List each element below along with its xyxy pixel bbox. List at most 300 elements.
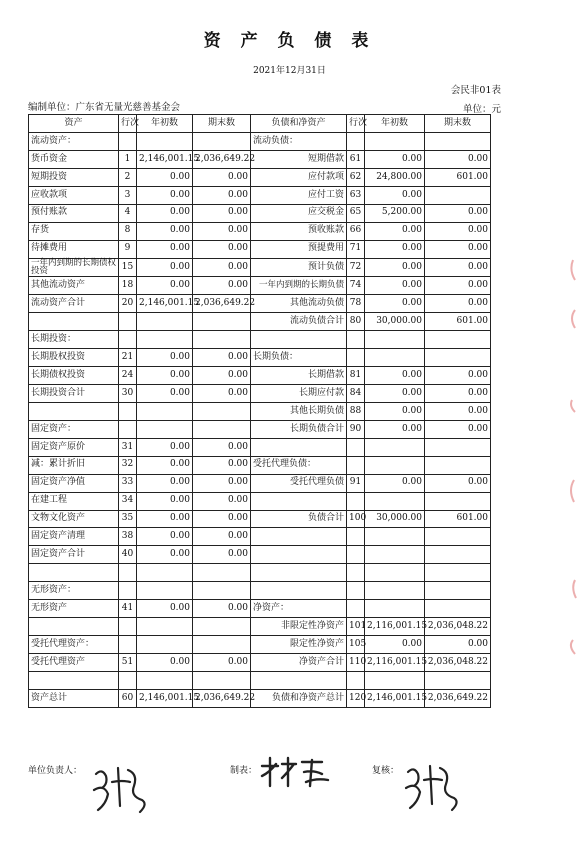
ending-balance-cell: 2,036,649.22 bbox=[193, 150, 251, 168]
ending-balance-cell bbox=[193, 582, 251, 600]
beginning-balance-cell: 0.00 bbox=[137, 258, 193, 277]
line-number-cell: 8 bbox=[119, 222, 137, 240]
table-body bbox=[29, 115, 491, 708]
beginning-balance-cell bbox=[365, 671, 425, 689]
ending-balance-cell: 0.00 bbox=[425, 204, 491, 222]
ending-balance-cell: 0.00 bbox=[193, 186, 251, 204]
item-label-cell: 长期股权投资 bbox=[29, 349, 119, 367]
item-label-cell: 待摊费用 bbox=[29, 240, 119, 258]
beginning-balance-cell: 30,000.00 bbox=[365, 510, 425, 528]
item-label-cell bbox=[29, 618, 119, 636]
item-label-cell: 一年内到期的长期债权投资 bbox=[29, 258, 119, 277]
ending-balance-cell bbox=[193, 636, 251, 654]
ending-balance-cell bbox=[425, 186, 491, 204]
table-row bbox=[29, 474, 491, 492]
table-row bbox=[29, 204, 491, 222]
beginning-balance-cell: 0.00 bbox=[137, 240, 193, 258]
item-label-cell: 短期借款 bbox=[251, 150, 347, 168]
line-number-cell: 60 bbox=[119, 689, 137, 707]
item-label-cell: 受托代理负债： bbox=[251, 456, 347, 474]
item-label-cell: 一年内到期的长期负债 bbox=[251, 277, 347, 295]
beginning-balance-cell: 0.00 bbox=[365, 277, 425, 295]
item-label-cell: 流动负债合计 bbox=[251, 313, 347, 331]
form-number: 会民非01表 bbox=[450, 85, 501, 96]
table-row bbox=[29, 313, 491, 331]
line-number-cell bbox=[347, 331, 365, 349]
beginning-balance-cell: 0.00 bbox=[137, 492, 193, 510]
line-number-cell: 65 bbox=[347, 204, 365, 222]
beginning-balance-cell: 0.00 bbox=[365, 636, 425, 654]
ending-balance-cell: 0.00 bbox=[193, 654, 251, 672]
item-label-cell: 资产总计 bbox=[29, 689, 119, 707]
ending-balance-cell: 0.00 bbox=[425, 402, 491, 420]
beginning-balance-cell: 2,146,001.15 bbox=[137, 689, 193, 707]
beginning-balance-cell: 0.00 bbox=[137, 367, 193, 385]
ending-balance-cell bbox=[425, 492, 491, 510]
table-row bbox=[29, 456, 491, 474]
ending-balance-cell: 0.00 bbox=[193, 277, 251, 295]
item-label-cell: 短期投资 bbox=[29, 168, 119, 186]
ending-balance-cell bbox=[425, 528, 491, 546]
ending-balance-cell bbox=[425, 132, 491, 150]
line-number-cell bbox=[119, 618, 137, 636]
item-label-cell: 长期投资合计 bbox=[29, 384, 119, 402]
beginning-balance-cell: 0.00 bbox=[365, 474, 425, 492]
line-number-cell: 40 bbox=[119, 546, 137, 564]
item-label-cell: 固定资产原价 bbox=[29, 438, 119, 456]
line-number-cell: 18 bbox=[119, 277, 137, 295]
line-number-cell: 1 bbox=[119, 150, 137, 168]
item-label-cell: 货币资金 bbox=[29, 150, 119, 168]
ending-balance-cell: 0.00 bbox=[193, 204, 251, 222]
item-label-cell bbox=[251, 331, 347, 349]
item-label-cell: 文物文化资产 bbox=[29, 510, 119, 528]
item-label-cell: 长期投资： bbox=[29, 331, 119, 349]
beginning-balance-cell: 0.00 bbox=[137, 186, 193, 204]
item-label-cell: 无形资产 bbox=[29, 600, 119, 618]
line-number-cell: 110 bbox=[347, 654, 365, 672]
item-label-cell: 应收款项 bbox=[29, 186, 119, 204]
line-number-cell: 66 bbox=[347, 222, 365, 240]
beginning-balance-cell: 0.00 bbox=[137, 654, 193, 672]
beginning-balance-cell: 0.00 bbox=[137, 510, 193, 528]
ending-balance-cell: 0.00 bbox=[193, 222, 251, 240]
table-row bbox=[29, 510, 491, 528]
line-number-cell: 81 bbox=[347, 367, 365, 385]
column-header: 行次 bbox=[347, 115, 365, 133]
ending-balance-cell: 0.00 bbox=[193, 474, 251, 492]
ending-balance-cell: 0.00 bbox=[425, 295, 491, 313]
beginning-balance-cell: 0.00 bbox=[137, 474, 193, 492]
ending-balance-cell: 601.00 bbox=[425, 313, 491, 331]
beginning-balance-cell bbox=[365, 331, 425, 349]
item-label-cell bbox=[251, 564, 347, 582]
line-number-cell: 63 bbox=[347, 186, 365, 204]
beginning-balance-cell: 2,146,001.15 bbox=[137, 150, 193, 168]
page-title: 资 产 负 债 表 bbox=[203, 31, 376, 51]
line-number-cell bbox=[119, 564, 137, 582]
table-row bbox=[29, 671, 491, 689]
line-number-cell bbox=[347, 600, 365, 618]
line-number-cell bbox=[347, 132, 365, 150]
line-number-cell: 101 bbox=[347, 618, 365, 636]
item-label-cell: 其他流动负债 bbox=[251, 295, 347, 313]
ending-balance-cell bbox=[425, 671, 491, 689]
beginning-balance-cell: 0.00 bbox=[137, 528, 193, 546]
item-label-cell: 预计负债 bbox=[251, 258, 347, 277]
ending-balance-cell: 2,036,649.22 bbox=[425, 689, 491, 707]
beginning-balance-cell bbox=[137, 402, 193, 420]
line-number-cell bbox=[119, 636, 137, 654]
red-seal-edge-image bbox=[563, 250, 579, 670]
beginning-balance-cell bbox=[365, 528, 425, 546]
line-number-cell: 90 bbox=[347, 420, 365, 438]
table-row bbox=[29, 564, 491, 582]
beginning-balance-cell bbox=[137, 132, 193, 150]
beginning-balance-cell bbox=[365, 492, 425, 510]
beginning-balance-cell: 0.00 bbox=[137, 277, 193, 295]
ending-balance-cell: 0.00 bbox=[193, 600, 251, 618]
ending-balance-cell bbox=[193, 564, 251, 582]
ending-balance-cell: 0.00 bbox=[425, 636, 491, 654]
ending-balance-cell bbox=[425, 564, 491, 582]
line-number-cell bbox=[119, 313, 137, 331]
line-number-cell bbox=[347, 528, 365, 546]
item-label-cell: 受托代理负债 bbox=[251, 474, 347, 492]
item-label-cell: 长期负债合计 bbox=[251, 420, 347, 438]
line-number-cell: 21 bbox=[119, 349, 137, 367]
line-number-cell bbox=[347, 582, 365, 600]
beginning-balance-cell: 0.00 bbox=[137, 600, 193, 618]
beginning-balance-cell: 0.00 bbox=[137, 168, 193, 186]
line-number-cell bbox=[119, 582, 137, 600]
line-number-cell: 105 bbox=[347, 636, 365, 654]
table-row bbox=[29, 402, 491, 420]
table-row bbox=[29, 367, 491, 385]
item-label-cell: 应交税金 bbox=[251, 204, 347, 222]
item-label-cell: 流动负债： bbox=[251, 132, 347, 150]
table-row bbox=[29, 277, 491, 295]
ending-balance-cell bbox=[425, 600, 491, 618]
item-label-cell: 流动资产： bbox=[29, 132, 119, 150]
item-label-cell: 限定性净资产 bbox=[251, 636, 347, 654]
table-row bbox=[29, 582, 491, 600]
line-number-cell bbox=[347, 492, 365, 510]
ending-balance-cell bbox=[193, 618, 251, 636]
ending-balance-cell: 0.00 bbox=[193, 240, 251, 258]
beginning-balance-cell: 0.00 bbox=[365, 384, 425, 402]
beginning-balance-cell bbox=[137, 564, 193, 582]
item-label-cell: 预收账款 bbox=[251, 222, 347, 240]
line-number-cell: 120 bbox=[347, 689, 365, 707]
item-label-cell: 长期应付款 bbox=[251, 384, 347, 402]
beginning-balance-cell bbox=[137, 618, 193, 636]
beginning-balance-cell: 2,116,001.15 bbox=[365, 618, 425, 636]
item-label-cell: 负债和净资产总计 bbox=[251, 689, 347, 707]
ending-balance-cell bbox=[425, 331, 491, 349]
ending-balance-cell: 0.00 bbox=[193, 349, 251, 367]
item-label-cell: 固定资产清理 bbox=[29, 528, 119, 546]
column-header: 期末数 bbox=[193, 115, 251, 133]
ending-balance-cell: 0.00 bbox=[193, 510, 251, 528]
item-label-cell: 长期借款 bbox=[251, 367, 347, 385]
line-number-cell: 91 bbox=[347, 474, 365, 492]
beginning-balance-cell bbox=[365, 438, 425, 456]
beginning-balance-cell: 0.00 bbox=[365, 222, 425, 240]
ending-balance-cell bbox=[193, 313, 251, 331]
line-number-cell: 74 bbox=[347, 277, 365, 295]
ending-balance-cell: 0.00 bbox=[425, 367, 491, 385]
ending-balance-cell: 0.00 bbox=[425, 222, 491, 240]
table-row bbox=[29, 689, 491, 707]
line-number-cell: 61 bbox=[347, 150, 365, 168]
ending-balance-cell: 0.00 bbox=[193, 456, 251, 474]
ending-balance-cell: 0.00 bbox=[425, 277, 491, 295]
preparer-signature-image bbox=[258, 756, 338, 790]
ending-balance-cell: 0.00 bbox=[193, 168, 251, 186]
beginning-balance-cell bbox=[137, 671, 193, 689]
beginning-balance-cell: 0.00 bbox=[365, 258, 425, 277]
table-row bbox=[29, 528, 491, 546]
line-number-cell bbox=[119, 132, 137, 150]
line-number-cell: 78 bbox=[347, 295, 365, 313]
item-label-cell: 预提费用 bbox=[251, 240, 347, 258]
beginning-balance-cell bbox=[365, 349, 425, 367]
table-row bbox=[29, 150, 491, 168]
head-signature-image bbox=[88, 760, 158, 820]
line-number-cell: 100 bbox=[347, 510, 365, 528]
footer-reviewer-label: 复核： bbox=[372, 766, 400, 776]
beginning-balance-cell: 24,800.00 bbox=[365, 168, 425, 186]
beginning-balance-cell: 0.00 bbox=[365, 295, 425, 313]
ending-balance-cell bbox=[425, 349, 491, 367]
ending-balance-cell bbox=[193, 671, 251, 689]
beginning-balance-cell: 0.00 bbox=[137, 546, 193, 564]
item-label-cell bbox=[29, 564, 119, 582]
item-label-cell: 无形资产： bbox=[29, 582, 119, 600]
item-label-cell: 其他长期负债 bbox=[251, 402, 347, 420]
ending-balance-cell: 601.00 bbox=[425, 168, 491, 186]
item-label-cell: 固定资产合计 bbox=[29, 546, 119, 564]
ending-balance-cell: 0.00 bbox=[193, 546, 251, 564]
line-number-cell: 3 bbox=[119, 186, 137, 204]
line-number-cell bbox=[119, 420, 137, 438]
line-number-cell: 32 bbox=[119, 456, 137, 474]
beginning-balance-cell bbox=[137, 420, 193, 438]
beginning-balance-cell bbox=[365, 582, 425, 600]
item-label-cell bbox=[29, 313, 119, 331]
line-number-cell bbox=[119, 671, 137, 689]
line-number-cell: 80 bbox=[347, 313, 365, 331]
line-number-cell: 71 bbox=[347, 240, 365, 258]
table-row bbox=[29, 168, 491, 186]
item-label-cell bbox=[251, 438, 347, 456]
table-header-row bbox=[29, 115, 491, 133]
line-number-cell bbox=[347, 546, 365, 564]
column-header: 行次 bbox=[119, 115, 137, 133]
line-number-cell bbox=[347, 671, 365, 689]
line-number-cell: 34 bbox=[119, 492, 137, 510]
ending-balance-cell bbox=[193, 331, 251, 349]
table-row bbox=[29, 636, 491, 654]
beginning-balance-cell bbox=[365, 564, 425, 582]
item-label-cell: 受托代理资产： bbox=[29, 636, 119, 654]
ending-balance-cell: 2,036,649.22 bbox=[193, 689, 251, 707]
footer-preparer-label: 制表： bbox=[230, 766, 258, 776]
line-number-cell: 20 bbox=[119, 295, 137, 313]
item-label-cell bbox=[251, 492, 347, 510]
column-header: 资产 bbox=[29, 115, 119, 133]
item-label-cell bbox=[251, 671, 347, 689]
line-number-cell bbox=[119, 331, 137, 349]
beginning-balance-cell: 2,146,001.15 bbox=[137, 295, 193, 313]
ending-balance-cell: 0.00 bbox=[193, 438, 251, 456]
line-number-cell: 88 bbox=[347, 402, 365, 420]
column-header: 年初数 bbox=[365, 115, 425, 133]
table-row bbox=[29, 331, 491, 349]
beginning-balance-cell: 0.00 bbox=[365, 186, 425, 204]
beginning-balance-cell: 0.00 bbox=[365, 402, 425, 420]
report-date: 2021年12月31日 bbox=[253, 66, 326, 76]
beginning-balance-cell: 0.00 bbox=[137, 349, 193, 367]
currency-unit: 单位：元 bbox=[462, 104, 501, 115]
item-label-cell: 在建工程 bbox=[29, 492, 119, 510]
beginning-balance-cell bbox=[137, 313, 193, 331]
table-row bbox=[29, 132, 491, 150]
beginning-balance-cell: 2,146,001.15 bbox=[365, 689, 425, 707]
line-number-cell: 51 bbox=[119, 654, 137, 672]
ending-balance-cell bbox=[193, 132, 251, 150]
item-label-cell: 固定资产净值 bbox=[29, 474, 119, 492]
line-number-cell: 72 bbox=[347, 258, 365, 277]
table-row bbox=[29, 492, 491, 510]
table-row bbox=[29, 600, 491, 618]
item-label-cell: 长期负债： bbox=[251, 349, 347, 367]
item-label-cell: 流动资产合计 bbox=[29, 295, 119, 313]
item-label-cell: 预付账款 bbox=[29, 204, 119, 222]
item-label-cell: 存货 bbox=[29, 222, 119, 240]
item-label-cell: 负债合计 bbox=[251, 510, 347, 528]
beginning-balance-cell: 0.00 bbox=[365, 150, 425, 168]
column-header: 期末数 bbox=[425, 115, 491, 133]
ending-balance-cell: 2,036,649.22 bbox=[193, 295, 251, 313]
beginning-balance-cell: 0.00 bbox=[365, 420, 425, 438]
line-number-cell: 4 bbox=[119, 204, 137, 222]
item-label-cell: 净资产： bbox=[251, 600, 347, 618]
ending-balance-cell bbox=[425, 456, 491, 474]
line-number-cell bbox=[347, 438, 365, 456]
line-number-cell: 62 bbox=[347, 168, 365, 186]
item-label-cell: 应付工资 bbox=[251, 186, 347, 204]
beginning-balance-cell: 30,000.00 bbox=[365, 313, 425, 331]
table-row bbox=[29, 618, 491, 636]
ending-balance-cell bbox=[193, 402, 251, 420]
line-number-cell: 31 bbox=[119, 438, 137, 456]
line-number-cell: 41 bbox=[119, 600, 137, 618]
line-number-cell: 2 bbox=[119, 168, 137, 186]
beginning-balance-cell: 0.00 bbox=[365, 367, 425, 385]
column-header: 负债和净资产 bbox=[251, 115, 347, 133]
table-row bbox=[29, 349, 491, 367]
item-label-cell: 净资产合计 bbox=[251, 654, 347, 672]
table-row bbox=[29, 186, 491, 204]
item-label-cell: 减：累计折旧 bbox=[29, 456, 119, 474]
line-number-cell bbox=[347, 456, 365, 474]
ending-balance-cell: 0.00 bbox=[193, 367, 251, 385]
line-number-cell: 24 bbox=[119, 367, 137, 385]
line-number-cell: 35 bbox=[119, 510, 137, 528]
item-label-cell: 应付款项 bbox=[251, 168, 347, 186]
ending-balance-cell: 2,036,048.22 bbox=[425, 654, 491, 672]
line-number-cell bbox=[347, 349, 365, 367]
beginning-balance-cell: 2,116,001.15 bbox=[365, 654, 425, 672]
table-row bbox=[29, 240, 491, 258]
footer-head-label: 单位负责人： bbox=[28, 766, 83, 776]
balance-sheet-table bbox=[28, 114, 491, 708]
ending-balance-cell: 2,036,048.22 bbox=[425, 618, 491, 636]
column-header: 年初数 bbox=[137, 115, 193, 133]
beginning-balance-cell: 0.00 bbox=[137, 438, 193, 456]
line-number-cell bbox=[347, 564, 365, 582]
line-number-cell: 30 bbox=[119, 384, 137, 402]
ending-balance-cell: 0.00 bbox=[425, 384, 491, 402]
beginning-balance-cell: 0.00 bbox=[137, 384, 193, 402]
table-row bbox=[29, 295, 491, 313]
line-number-cell: 84 bbox=[347, 384, 365, 402]
item-label-cell bbox=[251, 546, 347, 564]
ending-balance-cell: 0.00 bbox=[193, 258, 251, 277]
ending-balance-cell bbox=[193, 420, 251, 438]
beginning-balance-cell bbox=[137, 636, 193, 654]
ending-balance-cell: 0.00 bbox=[425, 258, 491, 277]
ending-balance-cell: 0.00 bbox=[193, 528, 251, 546]
beginning-balance-cell bbox=[137, 582, 193, 600]
table-row bbox=[29, 384, 491, 402]
line-number-cell: 15 bbox=[119, 258, 137, 277]
ending-balance-cell bbox=[425, 546, 491, 564]
item-label-cell: 其他流动资产 bbox=[29, 277, 119, 295]
line-number-cell: 33 bbox=[119, 474, 137, 492]
beginning-balance-cell: 0.00 bbox=[137, 456, 193, 474]
preparing-organization: 编制单位：广东省无量光慈善基金会 bbox=[28, 102, 181, 113]
line-number-cell bbox=[119, 402, 137, 420]
ending-balance-cell: 0.00 bbox=[425, 150, 491, 168]
table-row bbox=[29, 654, 491, 672]
item-label-cell bbox=[251, 582, 347, 600]
beginning-balance-cell: 0.00 bbox=[137, 222, 193, 240]
ending-balance-cell: 0.00 bbox=[425, 240, 491, 258]
ending-balance-cell: 0.00 bbox=[425, 474, 491, 492]
item-label-cell: 固定资产： bbox=[29, 420, 119, 438]
item-label-cell: 非限定性净资产 bbox=[251, 618, 347, 636]
beginning-balance-cell: 0.00 bbox=[365, 240, 425, 258]
table-row bbox=[29, 546, 491, 564]
beginning-balance-cell bbox=[365, 600, 425, 618]
ending-balance-cell: 0.00 bbox=[425, 420, 491, 438]
item-label-cell bbox=[29, 402, 119, 420]
table-row bbox=[29, 438, 491, 456]
table-row bbox=[29, 420, 491, 438]
beginning-balance-cell: 0.00 bbox=[137, 204, 193, 222]
beginning-balance-cell bbox=[365, 456, 425, 474]
ending-balance-cell: 601.00 bbox=[425, 510, 491, 528]
ending-balance-cell bbox=[425, 438, 491, 456]
item-label-cell: 长期债权投资 bbox=[29, 367, 119, 385]
item-label-cell bbox=[29, 671, 119, 689]
line-number-cell: 9 bbox=[119, 240, 137, 258]
table-row bbox=[29, 258, 491, 277]
beginning-balance-cell bbox=[365, 546, 425, 564]
